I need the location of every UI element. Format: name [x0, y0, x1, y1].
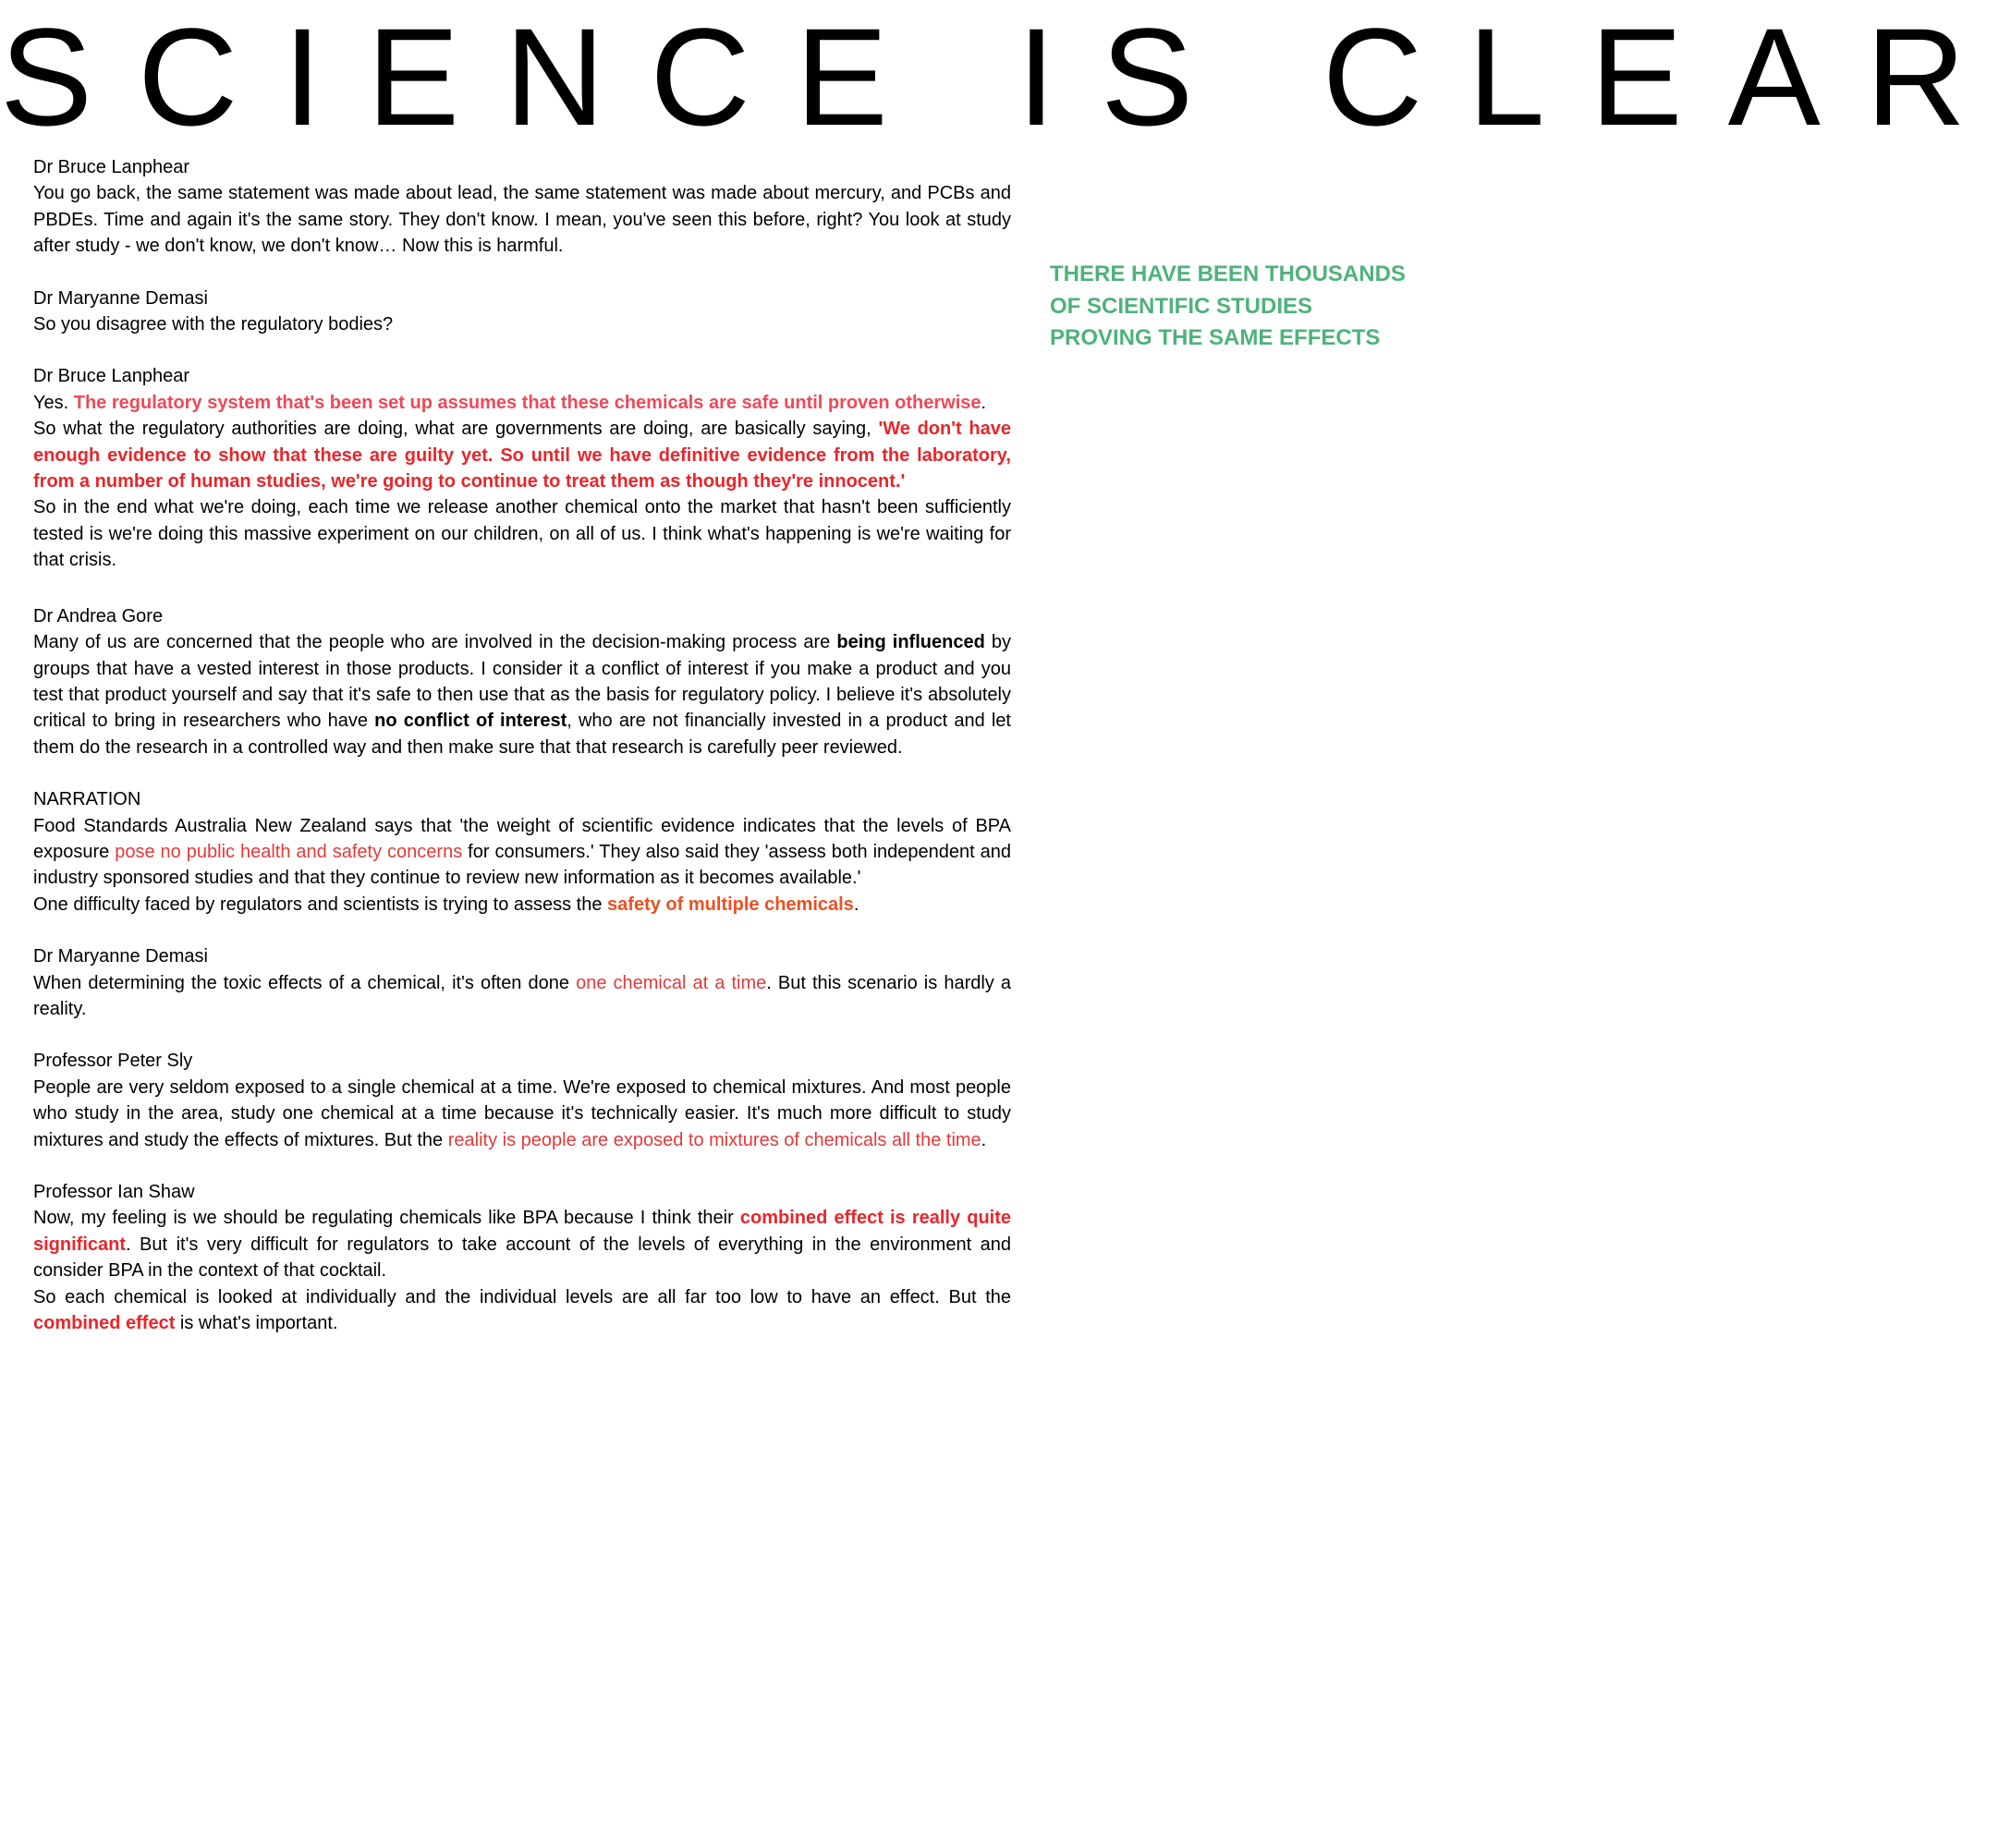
bold-text: no conflict of interest — [374, 711, 567, 732]
quote-text: is what's important. — [175, 1313, 338, 1334]
page-title: SCIENCE IS CLEAR — [0, 0, 2011, 154]
quote-text: . — [853, 894, 859, 915]
transcript-block-lanphear-1 — [33, 154, 1011, 260]
quote-paragraph — [33, 892, 1011, 918]
highlight-text: safety of multiple chemicals — [607, 894, 854, 915]
speaker-name: Professor Ian Shaw — [33, 1182, 195, 1202]
speaker-name: Professor Peter Sly — [33, 1051, 193, 1072]
quote-text: When determining the toxic effects of a chemical, it's often done — [33, 972, 577, 993]
transcript-block-narration — [33, 786, 1011, 918]
transcript — [33, 154, 1011, 1362]
speaker-name: Dr Andrea Gore — [33, 605, 164, 626]
quote-text: Yes. — [33, 392, 74, 413]
quote-text: . — [981, 1129, 987, 1150]
speaker-name: Dr Bruce Lanphear — [33, 366, 189, 387]
quote-paragraph — [33, 390, 1011, 416]
quote-text: . But it's very difficult for regulators to take account of the levels of everything in the environment and consider BPA in the context of that cocktail. — [33, 1234, 1011, 1282]
quote-text: Many of us are concerned that the people who are involved in the decision-making process are — [33, 632, 837, 653]
quote-text: You go back, the same statement was made about lead, the same statement was made about mercury, and PCBs and PBDEs. Time and again it's the same story. They don't know. I mean, you've seen this before, right? You look at study after study - we don't know, we don't know… Now this is harmful. — [33, 183, 1011, 257]
transcript-block-sly — [33, 1048, 1011, 1153]
highlight-text: The regulatory system that's been set up assumes that these chemicals are safe until proven otherwise — [73, 392, 981, 413]
highlight-text: 'We don't have enough evidence to show that these are guilty yet. So until we have definitive evidence from the laboratory, from a number of human studies, we're going to continue to treat them as though they're innocent.' — [33, 419, 1011, 492]
quote-text: Food Standards Australia New Zealand says that 'the weight of scientific evidence indicates that the levels of BPA exposure — [33, 815, 1011, 862]
speaker-name: Dr Maryanne Demasi — [33, 287, 208, 309]
speaker-name: Dr Bruce Lanphear — [33, 157, 189, 177]
highlight-text: one chemical at a time — [576, 972, 767, 993]
quote-text: So what the regulatory authorities are doing, what are governments are doing, are basically saying, — [33, 419, 879, 440]
quote-text: Now, my feeling is we should be regulating chemicals like BPA because I think their — [33, 1208, 740, 1229]
quote-paragraph — [33, 970, 1011, 1023]
quote-text: People are very seldom exposed to a single chemical at a time. We're exposed to chemical mixtures. And most people who study in the area, study one chemical at a time because it's technically easier. It's much more difficult to study mixtures and study the effects of mixtures. But the — [33, 1076, 1011, 1150]
highlight-text: pose no public health and safety concerns — [115, 841, 463, 862]
quote-text: . But this scenario is hardly a reality. — [33, 972, 1011, 1019]
quote-paragraph — [33, 813, 1011, 892]
callout-line: PROVING THE SAME EFFECTS — [1050, 325, 1381, 350]
highlight-text: combined effect is really quite significant — [33, 1208, 1011, 1255]
quote-text: One difficulty faced by regulators and scientists is trying to assess the — [33, 894, 608, 915]
quote-text: , who are not financially invested in a product and let them do the research in a controlled way and then make sure that that research is carefully peer reviewed. — [33, 711, 1011, 758]
quote-paragraph — [33, 1205, 1011, 1283]
bold-text: being influenced — [836, 632, 985, 653]
transcript-block-shaw — [33, 1179, 1011, 1336]
callout-box — [1050, 259, 1420, 355]
quote-text: So each chemical is looked at individually and the individual levels are all far too low to have an effect. But the — [33, 1286, 1011, 1307]
quote-text: . — [981, 392, 987, 413]
highlight-text: reality is people are exposed to mixtures of chemicals all the time — [447, 1129, 981, 1150]
transcript-block-lanphear-2 — [33, 363, 1011, 573]
quote-text: for consumers.' They also said they 'assess both independent and industry sponsored studies and that they continue to review new information as it becomes available.' — [33, 841, 1011, 889]
quote-paragraph — [33, 416, 1011, 494]
speaker-name: Dr Maryanne Demasi — [33, 946, 208, 967]
highlight-text: combined effect — [33, 1313, 176, 1334]
quote-text: So you disagree with the regulatory bodies? — [33, 314, 394, 335]
transcript-block-demasi-1 — [33, 286, 1011, 338]
quote-paragraph — [33, 1075, 1011, 1153]
transcript-block-gore — [33, 603, 1011, 760]
callout-line: OF SCIENTIFIC STUDIES — [1050, 293, 1313, 319]
quote-paragraph — [33, 629, 1011, 760]
transcript-block-demasi-2 — [33, 943, 1011, 1022]
quote-text: by groups that have a vested interest in those products. I consider it a conflict of interest if you make a product and you test that product yourself and say that it's safe to then use that as the basis for regulatory policy. I believe it's absolutely critical to bring in researchers who have — [33, 632, 1012, 732]
quote-paragraph — [33, 1284, 1011, 1337]
speaker-name: NARRATION — [33, 789, 141, 810]
callout-line: THERE HAVE BEEN THOUSANDS — [1050, 261, 1406, 286]
quote-text: So in the end what we're doing, each time we release another chemical onto the market that hasn't been sufficiently tested is we're doing this massive experiment on our children, on all of us. I think what's happening is we're waiting for that crisis. — [33, 497, 1011, 571]
